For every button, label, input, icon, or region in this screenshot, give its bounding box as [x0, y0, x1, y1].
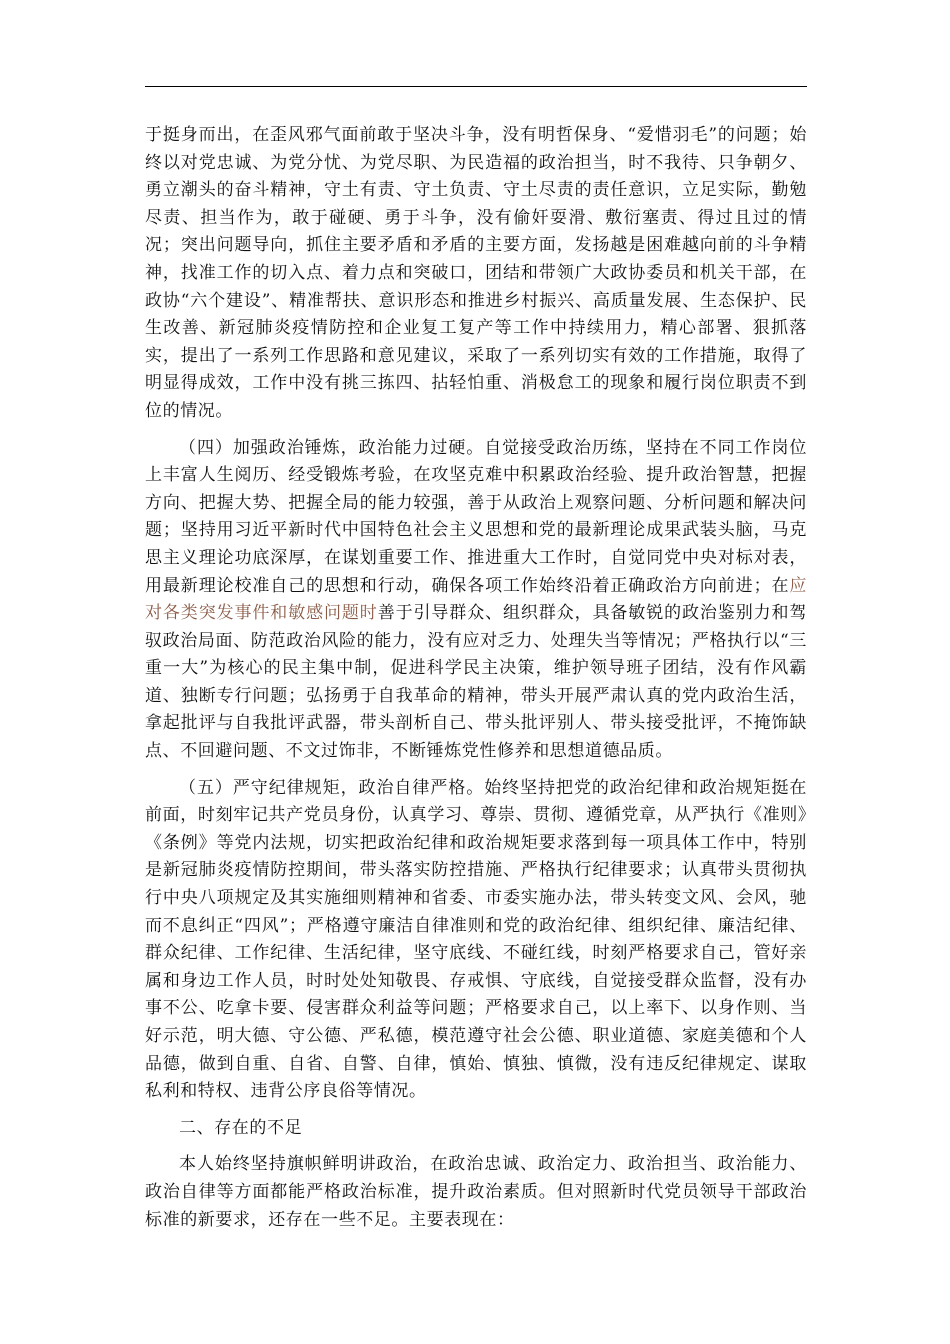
document-body: [145, 122, 807, 1234]
paragraph-section-5: （五）严守纪律规矩，政治自律严格。始终坚持把党的政治纪律和政治规矩挺在前面，时刻牢记共产党员身份，认真学习、尊崇、贯彻、遵循党章，从严执行《准则》《条例》等党内法规，切实把政治纪律和政治规矩要求落到每一项具体工作中，特别是新冠肺炎疫情防控期间，带头落实防控措施、严格执行纪律要求；认真带头贯彻执行中央八项规定及其实施细则精神和省委、市委实施办法，带头转变文风、会风，驰而不息纠正“四风”；严格遵守廉洁自律准则和党的政治纪律、组织纪律、廉洁纪律、群众纪律、工作纪律、生活纪律，坚守底线、不碰红线，时刻严格要求自己，管好亲属和身边工作人员，时时处处知敬畏、存戒惧、守底线，自觉接受群众监督，没有办事不公、吃拿卡要、侵害群众利益等问题；严格要求自己，以上率下、以身作则、当好示范，明大德、守公德、严私德，模范遵守社会公德、职业道德、家庭美德和个人品德，做到自重、自省、自警、自律，慎始、慎独、慎微，没有违反纪律规定、谋取私利和特权、违背公序良俗等情况。: [145, 777, 807, 1102]
section-4-text-after: 善于引导群众、组织群众，具备敏锐的政治鉴别力和驾驭政治局面、防范政治风险的能力，没有应对乏力、处理失当等情况；严格执行以“三重一大”为核心的民主集中制，促进科学民主决策，维护领导班子团结，没有作风霸道、独断专行问题；弘扬勇于自我革命的精神，带头开展严肃认真的党内政治生活，拿起批评与自我批评武器，带头剖析自己、带头批评别人、带头接受批评，不掩饰缺点、不回避问题、不文过饰非，不断锤炼党性修养和思想道德品质。: [145, 603, 807, 762]
section-4-highlighted-text: 应对各类突发事件和敏感问题时: [145, 575, 807, 624]
paragraph-section-4: [145, 435, 807, 766]
paragraph-continuation: 于挺身而出，在歪风邪气面前敢于坚决斗争，没有明哲保身、“爱惜羽毛”的问题；始终以对党忠诚、为党分忧、为党尽职、为民造福的政治担当，时不我待、只争朝夕、勇立潮头的奋斗精神，守土有责、守土负责、守土尽责的责任意识，立足实际，勤勉尽责、担当作为，敢于碰硬、勇于斗争，没有偷奸耍滑、敷衍塞责、得过且过的情况；突出问题导向，抓住主要矛盾和矛盾的主要方面，发扬越是困难越向前的斗争精神，找准工作的切入点、着力点和突破口，团结和带领广大政协委员和机关干部，在政协“六个建设”、精准帮扶、意识形态和推进乡村振兴、高质量发展、生态保护、民生改善、新冠肺炎疫情防控和企业复工复产等工作中持续用力，精心部署、狠抓落实，提出了一系列工作思路和意见建议，采取了一系列切实有效的工作措施，取得了明显得成效，工作中没有挑三拣四、拈轻怕重、消极怠工的现象和履行岗位职责不到位的情况。: [145, 125, 807, 421]
header-rule: [145, 86, 807, 87]
paragraph-deficiencies-intro: 本人始终坚持旗帜鲜明讲政治，在政治忠诚、政治定力、政治担当、政治能力、政治自律等方面都能严格政治标准，提升政治素质。但对照新时代党员领导干部政治标准的新要求，还存在一些不足。主要表现在：: [145, 1154, 807, 1230]
section-heading-deficiencies: 二、存在的不足: [179, 1117, 303, 1138]
section-4-text-before: （四）加强政治锤炼，政治能力过硬。自觉接受政治历练，坚持在不同工作岗位上丰富人生阅历、经受锻炼考验，在攻坚克难中积累政治经验、提升政治智慧，把握方向、把握大势、把握全局的能力较强，善于从政治上观察问题、分析问题和解决问题；坚持用习近平新时代中国特色社会主义思想和党的最新理论成果武装头脑，马克思主义理论功底深厚，在谋划重要工作、推进重大工作时，自觉同党中央对标对表，用最新理论校准自己的思想和行动，确保各项工作始终沿着正确政治方向前进；在: [145, 437, 807, 596]
